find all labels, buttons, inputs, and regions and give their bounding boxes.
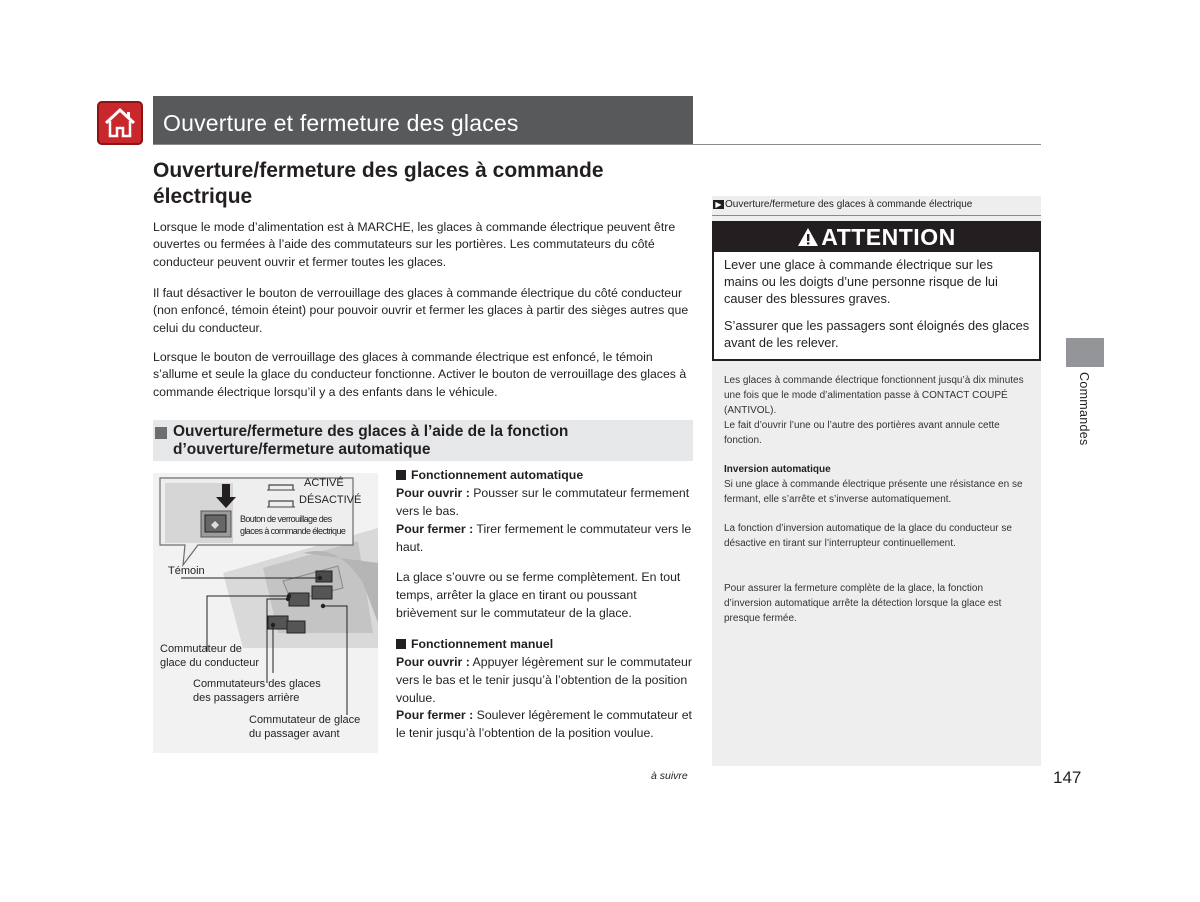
intro-paragraph-3: Lorsque le bouton de verrouillage des glaces à commande électrique est enfoncé, le témoin s’allume et seule la glace du conducteur fonctionne. Activer le bouton de verrouillage des glaces à commande électrique lorsqu’il y a des enfants dans le véhicule. [153, 350, 687, 399]
manual-operation-heading: Fonctionnement manuel [396, 636, 696, 654]
auto-operation-heading: Fonctionnement automatique [396, 467, 696, 485]
bullet-square [396, 639, 406, 649]
indicator-label: Témoin [168, 565, 205, 577]
subsection-marker [155, 427, 167, 439]
subsection-title-line2: d’ouverture/fermeture automatique [173, 441, 431, 458]
lock-button-label-1: Bouton de verrouillage des [240, 514, 332, 524]
continued-label: à suivre [651, 770, 688, 782]
home-button[interactable] [97, 101, 143, 145]
inactive-label: DÉSACTIVÉ [299, 494, 362, 506]
rear-switch-label-2: des passagers arrière [193, 692, 300, 704]
front-passenger-label-1: Commutateur de glace [249, 714, 361, 726]
chapter-tab-label[interactable]: Commandes [1077, 372, 1091, 446]
home-icon [97, 101, 143, 145]
note-door-cancel: Le fait d’ouvrir l’une ou l’autre des portières avant annule cette fonction. [724, 420, 1000, 447]
section-title: Ouverture/fermeture des glaces à commande électrique [153, 159, 604, 208]
warning-header: ATTENTION [714, 223, 1039, 252]
note-ten-minutes: Les glaces à commande électrique fonctionnent jusqu’à dix minutes une fois que le mode d’alimentation passe à CONTACT COUPÉ (ANTIVOL). [724, 375, 1024, 417]
auto-open-instruction: Pour ouvrir : Pousser sur le commutateur fermement vers le bas. [396, 486, 690, 518]
bullet-square [396, 470, 406, 480]
manual-open-instruction: Pour ouvrir : Appuyer légèrement sur le commutateur vers le bas et le tenir jusqu’à l’obtention de la position voulue. [396, 655, 692, 705]
page-number: 147 [1053, 768, 1082, 787]
header-divider [153, 144, 1041, 145]
note-driver-reverse: La fonction d’inversion automatique de la glace du conducteur se désactive en tirant sur l’interrupteur continuellement. [724, 523, 1012, 550]
warning-triangle-icon [797, 227, 819, 247]
subsection-title [173, 423, 568, 459]
chapter-title: Ouverture et fermeture des glaces [163, 110, 519, 136]
rear-switch-label-1: Commutateurs des glaces [193, 678, 321, 690]
warning-text-2: S’assurer que les passagers sont éloignés des glaces avant de les relever. [724, 318, 1030, 350]
subsection-title-line1: Ouverture/fermeture des glaces à l’aide de la fonction [173, 423, 569, 440]
auto-close-instruction: Pour fermer : Tirer fermement le commutateur vers le haut. [396, 522, 692, 554]
warning-text-1: Lever une glace à commande électrique sur les mains ou les doigts d’une personne risque de lui causer des blessures graves. [724, 257, 998, 306]
front-passenger-label-2: du passager avant [249, 728, 340, 740]
sidebar-reference: ▶ Ouverture/fermeture des glaces à commande électrique [713, 199, 972, 210]
note-full-close: Pour assurer la fermeture complète de la glace, la fonction d’inversion automatique arrête la détection lorsque la glace est presque fermée. [724, 583, 1002, 625]
active-label: ACTIVÉ [304, 477, 344, 489]
chapter-tab-marker[interactable] [1066, 338, 1104, 367]
driver-switch-label-1: Commutateur de [160, 643, 242, 655]
auto-reverse-heading: Inversion automatique [724, 464, 831, 475]
auto-stop-note: La glace s’ouvre ou se ferme complètement. En tout temps, arrêter la glace en tirant ou poussant brièvement sur le commutateur de la glace. [396, 570, 681, 620]
auto-reverse-text: Si une glace à commande électrique présente une résistance en se fermant, elle s’arrête et s’inverse automatiquement. [724, 479, 1023, 506]
lock-button-label-2: glaces à commande électrique [240, 526, 346, 536]
driver-switch-label-2: glace du conducteur [160, 657, 260, 669]
intro-paragraph-1: Lorsque le mode d’alimentation est à MARCHE, les glaces à commande électrique peuvent être ouvertes ou fermées à l’aide des commutateurs sur les portières. Les commutateurs du côté conducteur peuvent ouvrir et fermer toutes les glaces. [153, 220, 676, 269]
manual-close-instruction: Pour fermer : Soulever légèrement le commutateur et le tenir jusqu’à l’obtention de la position voulue. [396, 708, 692, 740]
reference-arrow-icon: ▶ [713, 200, 724, 209]
intro-paragraph-2: Il faut désactiver le bouton de verrouillage des glaces à commande électrique du côté conducteur (non enfoncé, témoin éteint) pour pouvoir ouvrir et fermer les glaces à partir des sièges autres que celui du conducteur. [153, 286, 689, 335]
